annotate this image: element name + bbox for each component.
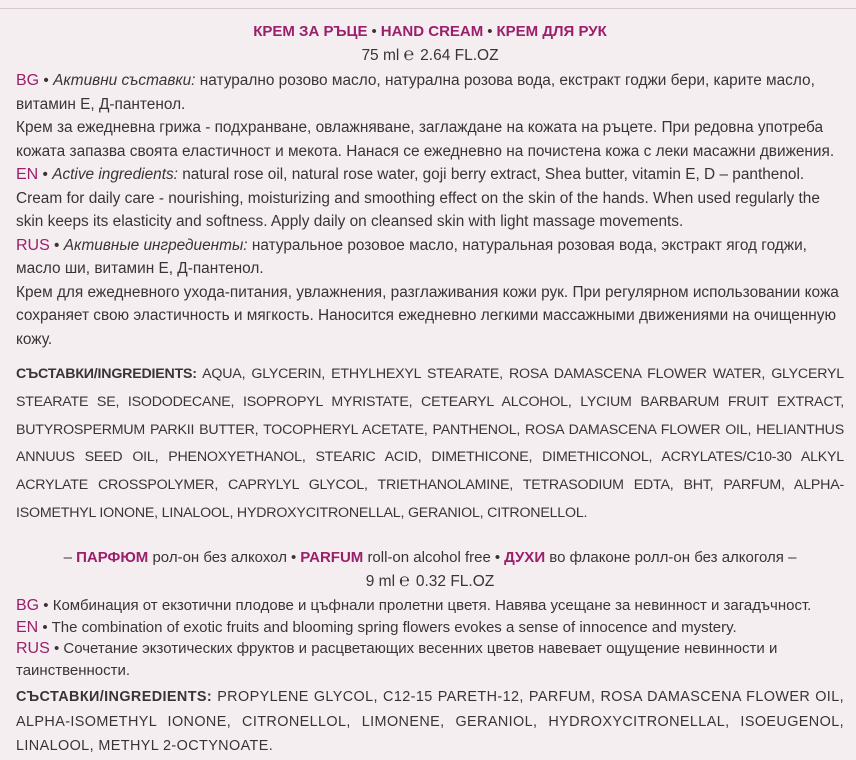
ru-description: Крем для ежедневного ухода-питания, увлажнения, разглаживания кожи рук. При регулярном использовании кожа сохраняет свою эластичность и мягкость. Наносится ежедневно легкими массажными движениями на очищенную кожу. (16, 283, 839, 348)
ingredients-label: СЪСТАВКИ/INGREDIENTS: (16, 689, 213, 705)
title-separator: • (494, 549, 501, 566)
bg-actives: BG • Активни съставки: натурално розово масло, натурална розова вода, екстракт годжи бери, карите масло, витамин Е, Д-пантенол. (16, 72, 815, 113)
volume-floz: 2.64 FL.OZ (420, 47, 499, 64)
actives-label-en: Active ingredients: (52, 166, 178, 183)
hand-cream-section (16, 21, 844, 528)
parfum-title (16, 547, 844, 569)
title-separator: • (487, 23, 493, 40)
estimated-sign-icon: ℮ (399, 570, 410, 590)
text-ru: Сочетание экзотических фруктов и расцветающих весенних цветов навевает ощущение невинности и таинственности. (16, 640, 778, 679)
title-ru: КРЕМ ДЛЯ РУК (496, 23, 607, 40)
parfum-ingredients (16, 685, 844, 759)
ingredients-label: СЪСТАВКИ/INGREDIENTS: (16, 366, 197, 382)
text-en: The combination of exotic fruits and blooming spring flowers evokes a sense of innocence and mystery. (51, 618, 737, 636)
actives-label-bg: Активни съставки: (53, 72, 196, 89)
dash-left: – (63, 549, 72, 566)
title-ru-rest: во флаконе ролл-он без алкоголя (549, 549, 784, 566)
ru-actives: RUS • Активные ингредиенты: натуральное розовое масло, натуральная розовая вода, экстракт ягод годжи, масло ши, витамин Е, Д-пантенол. (16, 236, 807, 277)
lang-code-ru: RUS (16, 640, 50, 657)
actives-text-ru: натуральное розовое масло, натуральная розовая вода, экстракт ягод годжи, масло ши, витамин Е, Д-пантенол. (16, 236, 807, 277)
volume-floz: 0.32 FL.OZ (415, 573, 495, 590)
title-en-rest: roll-on alcohol free (367, 549, 491, 566)
title-bg: КРЕМ ЗА РЪЦЕ (253, 23, 368, 40)
top-divider (0, 8, 856, 9)
parfum-en-text: EN • The combination of exotic fruits and blooming spring flowers evokes a sense of innocence and mystery. (16, 618, 737, 636)
parfum-ru-text: RUS • Сочетание экзотических фруктов и расцветающих весенних цветов навевает ощущение невинности и таинственности. (16, 640, 778, 679)
dash-right: – (788, 549, 797, 566)
ingredients-list: AQUA, GLYCERIN, ETHYLHEXYL STEARATE, ROSA DAMASCENA FLOWER WATER, GLYCERYL STEARATE SE, ISODODECANE, ISOPROPYL MYRISTATE, CETEARYL ALCOHOL, LYCIUM BARBARUM FRUIT EXTRACT, BUTYROSPERMUM PARKII BUTTER, TOCOPHERYL ACETATE, PANTHENOL, ROSA DAMASCENA FLOWER OIL, HELIANTHUS ANNUUS SEED OIL, PHENOXYETHANOL, STEARIC ACID, DIMETHICONE, DIMETHICONOL, ACRYLATES/C10-30 ALKYL ACRYLATE CROSSPOLYMER, CAPRYLYL GLYCOL, TRIETHANOLAMINE, TETRASODIUM EDTA, BHT, PARFUM, ALPHA-ISOMETHYL IONONE, LINALOOL, HYDROXYCITRONELLAL, GERANIOL, CITRONELLOL. (16, 366, 844, 521)
parfum-section (16, 547, 844, 759)
estimated-sign-icon: ℮ (403, 44, 415, 64)
actives-text-en: natural rose oil, natural rose water, goji berry extract, Shea butter, vitamin E, D – panthenol. (182, 166, 805, 183)
title-separator: • (290, 549, 297, 566)
title-en: HAND CREAM (380, 23, 484, 40)
parfum-bg-text: BG • Комбинация от екзотични плодове и цъфнали пролетни цветя. Навява усещане за невинност и загадъчност. (16, 597, 812, 614)
volume-ml: 9 ml (365, 573, 396, 590)
lang-code-ru: RUS (16, 236, 50, 254)
hand-cream-volume (16, 43, 844, 67)
actives-text-bg: натурално розово масло, натурална розова вода, екстракт годжи бери, карите масло, витамин Е, Д-пантенол. (16, 72, 815, 113)
lang-code-bg: BG (16, 597, 40, 614)
ingredients-list: PROPYLENE GLYCOL, C12-15 PARETH-12, PARFUM, ROSA DAMASCENA FLOWER OIL, ALPHA-ISOMETHYL IONONE, CITRONELLOL, LIMONENE, GERANIOL, HYDROXYCITRONELLAL, ISOEUGENOL, LINALOOL, METHYL 2-OCTYNOATE. (16, 689, 844, 754)
hand-cream-ingredients (16, 361, 844, 528)
text-bg: Комбинация от екзотични плодове и цъфнали пролетни цветя. Навява усещане за невинност и загадъчност. (52, 597, 812, 614)
title-ru: ДУХИ (504, 549, 546, 566)
title-en: PARFUM (300, 549, 364, 566)
title-separator: • (371, 23, 377, 40)
bg-description: Крем за ежедневна грижа - подхранване, овлажняване, заглаждане на кожата на ръцете. При редовна употреба кожата запазва своята еластичност и мекота. Нанася се ежедневно на почистена кожа с леки масажни движения. (16, 119, 835, 160)
en-actives: EN • Active ingredients: natural rose oil, natural rose water, goji berry extract, Shea butter, vitamin E, D – panthenol. (16, 166, 805, 183)
title-bg-rest: рол-он без алкохол (152, 549, 287, 566)
hand-cream-title (16, 21, 844, 43)
actives-label-ru: Активные ингредиенты: (63, 236, 248, 254)
en-description: Cream for daily care - nourishing, moisturizing and smoothing effect on the skin of the hands. When used regularly the skin keeps its elasticity and softness. Apply daily on cleansed skin with light massage movements. (16, 189, 820, 230)
parfum-volume (16, 569, 844, 593)
lang-code-en: EN (16, 618, 39, 636)
title-bg: ПАРФЮМ (76, 549, 149, 566)
volume-ml: 75 ml (361, 47, 400, 64)
lang-code-bg: BG (16, 72, 40, 89)
lang-code-en: EN (16, 166, 39, 183)
